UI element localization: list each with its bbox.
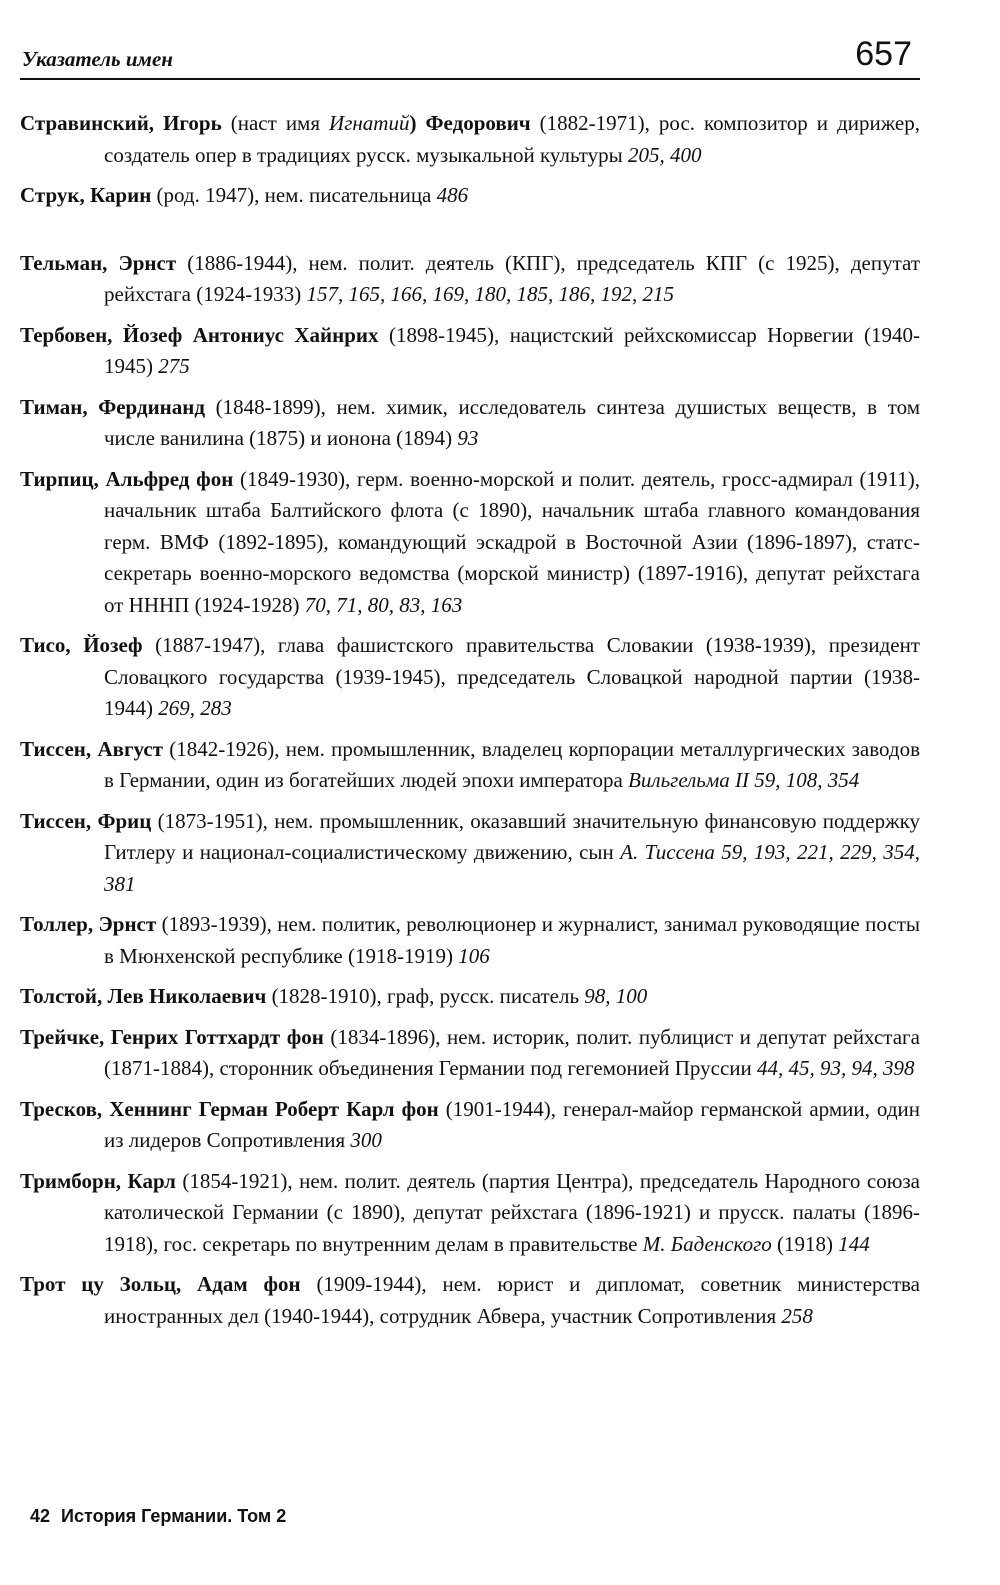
index-entry xyxy=(20,248,920,311)
index-entry xyxy=(20,1094,920,1157)
index-entry xyxy=(20,320,920,383)
entry-pages: 258 xyxy=(781,1303,813,1328)
entry-description: (1909-1944), нем. юрист и дипломат, советник министерства иностранных дел (1940-1944), сотрудник Абвера, участник Сопротивления xyxy=(104,1272,920,1328)
name-index xyxy=(20,108,920,1341)
entry-pages: 59, 193, 221, 229, 354, 381 xyxy=(104,840,921,896)
entry-name: Тримборн, Карл xyxy=(20,1168,176,1193)
entry-name: Тресков, Хеннинг Герман Роберт Карл фон xyxy=(20,1096,439,1121)
entry-italic: М. Баденского xyxy=(642,1231,772,1256)
entry-name: Тисо, Йозеф xyxy=(20,633,143,657)
entry-pages: 486 xyxy=(436,183,469,207)
entry-description: (род. 1947), нем. писательница xyxy=(151,183,437,207)
entry-description: (1898-1945), нацистский рейхскомиссар Норвегии (1940-1945) xyxy=(104,322,920,378)
entry-pages: 44, 45, 93, 94, 398 xyxy=(757,1056,915,1080)
index-entry xyxy=(20,180,920,212)
page-header xyxy=(20,30,920,80)
index-entry xyxy=(20,1269,920,1332)
book-title: История Германии. Том 2 xyxy=(61,1506,287,1526)
entry-name: Струк, Карин xyxy=(20,183,152,207)
entry-description: (1854-1921), нем. полит. деятель (партия Центра), председатель Народного союза католической Германии (с 1890), депутат рейхстага (1896-1921) и прусск. палаты (1896-1918), гос. секретарь по внутренним делам в правительстве xyxy=(104,1168,920,1256)
index-entry xyxy=(20,464,920,622)
entry-name: Трейчке, Генрих Готтхардт фон xyxy=(20,1024,324,1049)
entry-description: (1901-1944), генерал-майор германской армии, один из лидеров Сопротивления xyxy=(104,1096,920,1152)
entry-description: (1887-1947), глава фашистского правительства Словакии (1938-1939), президент Словацкого государства (1939-1945), председатель Словацкой народной партии (1938-1944) xyxy=(104,633,920,720)
entry-name: Тиссен, Фриц xyxy=(20,808,152,833)
running-title: Указатель имен xyxy=(22,47,173,71)
entry-pages: 205, 400 xyxy=(627,142,702,167)
index-entry xyxy=(20,806,920,901)
index-entry xyxy=(20,909,920,972)
entry-description: (1893-1939), нем. политик, революционер и журналист, занимал руководящие посты в Мюнхенской республике (1918-1919) xyxy=(104,912,920,968)
index-entry xyxy=(20,1166,920,1261)
entry-italic: Игнатий xyxy=(329,111,410,135)
entry-italic: А. Тиссена xyxy=(620,840,715,864)
index-entry xyxy=(20,981,920,1013)
entry-pages: 59, 108, 354 xyxy=(754,768,860,792)
page-footer xyxy=(30,1506,286,1527)
entry-italic: Вильгельма II xyxy=(628,768,749,792)
entry-pages: 144 xyxy=(838,1231,870,1256)
entry-name: Тиссен, Август xyxy=(20,736,163,761)
index-entry xyxy=(20,630,920,725)
signature-mark: 42 xyxy=(30,1506,51,1526)
index-entry xyxy=(20,1022,920,1085)
page-number: 657 xyxy=(855,35,912,73)
entry-description: (1834-1896), нем. историк, полит. публицист и депутат рейхстага (1871-1884), сторонник объединения Германии под гегемонией Пруссии xyxy=(104,1024,920,1080)
entry-name: Тирпиц, Альфред фон xyxy=(20,466,234,491)
entry-description-continued: (1918) xyxy=(771,1231,839,1256)
entry-name: Трот цу Зольц, Адам фон xyxy=(20,1272,301,1296)
entry-description: (1886-1944), нем. полит. деятель (КПГ), председатель КПГ (с 1925), депутат рейхстага (1924-1933) xyxy=(104,250,920,306)
entry-description: (1873-1951), нем. промышленник, оказавший значительную финансовую поддержку Гитлеру и национал-социалистическому движению, сын xyxy=(104,808,920,864)
entry-description: (1849-1930), герм. военно-морской и полит. деятель, гросс-адмирал (1911), начальник штаба Балтийского флота (с 1890), начальник штаба главного командования герм. ВМФ (1892-1895), командующий эскадрой в Восточной Азии (1896-1897), статс-секретарь военно-морского ведомства (морской министр) (1897-1916), депутат рейхстага от НННП (1924-1928) xyxy=(104,466,920,617)
entry-pages: 269, 283 xyxy=(158,696,232,720)
entry-description: (1828-1910), граф, русск. писатель xyxy=(266,984,585,1008)
index-entry xyxy=(20,392,920,455)
entry-description: (1842-1926), нем. промышленник, владелец корпорации металлургических заводов в Германии, один из богатейших людей эпохи императора xyxy=(104,736,920,792)
entry-name: Стравинский, Игорь xyxy=(20,111,222,135)
entry-pages: 300 xyxy=(350,1128,382,1152)
entry-name: Тиман, Фердинанд xyxy=(20,394,206,419)
entry-pages: 275 xyxy=(158,354,190,378)
index-entry xyxy=(20,108,920,171)
entry-pages: 70, 71, 80, 83, 163 xyxy=(304,592,463,617)
entry-pages: 98, 100 xyxy=(584,984,648,1008)
entry-name: Толстой, Лев Николаевич xyxy=(20,984,267,1008)
entry-name: Толлер, Эрнст xyxy=(20,912,157,936)
entry-name: Тербовен, Йозеф Антониус Хайнрих xyxy=(20,322,379,347)
entry-description-continued: (1882-1971), рос. композитор и дирижер, создатель опер в традициях русск. музыкальной культуры xyxy=(104,111,920,167)
entry-pages: 157, 165, 166, 169, 180, 185, 186, 192, 215 xyxy=(306,282,674,306)
entry-name: Тельман, Эрнст xyxy=(20,250,177,275)
entry-description: (1848-1899), нем. химик, исследователь синтеза душистых веществ, в том числе ванилина (1875) и ионона (1894) xyxy=(104,394,920,450)
entry-pages: 93 xyxy=(457,426,479,450)
entry-name-continued: ) Федорович xyxy=(409,111,531,135)
entry-pages: 106 xyxy=(458,943,490,968)
entry-description: (наст имя xyxy=(221,111,330,135)
index-entry xyxy=(20,734,920,797)
